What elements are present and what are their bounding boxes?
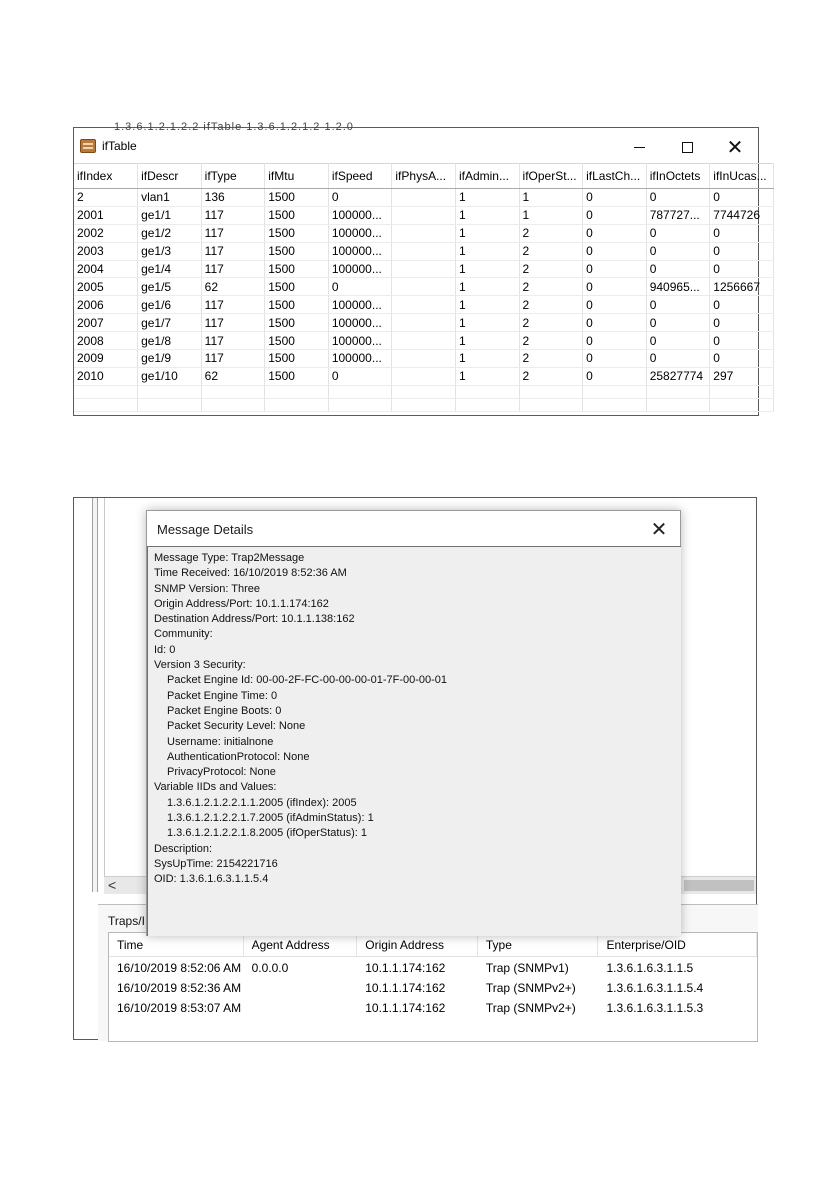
list-column-header[interactable]: Agent Address xyxy=(244,933,358,956)
table-cell[interactable]: 2 xyxy=(519,367,583,385)
list-column-header[interactable]: Enterprise/OID xyxy=(598,933,757,956)
table-cell[interactable]: 2004 xyxy=(74,260,138,278)
table-cell[interactable]: 1 xyxy=(455,314,519,332)
table-cell[interactable]: 0 xyxy=(583,224,647,242)
table-cell[interactable]: 1256667 xyxy=(710,278,774,296)
empty-cell xyxy=(74,385,138,398)
list-item[interactable] xyxy=(109,977,757,997)
table-cell[interactable]: 100000... xyxy=(328,350,392,368)
detail-lines xyxy=(154,551,447,888)
minimize-button[interactable] xyxy=(616,132,662,162)
table-cell[interactable]: 1500 xyxy=(265,332,329,350)
table-cell[interactable]: 1 xyxy=(519,206,583,224)
iftable-grid[interactable] xyxy=(74,163,774,412)
table-row[interactable] xyxy=(74,278,774,296)
table-cell[interactable] xyxy=(392,189,456,207)
table-cell[interactable]: 1500 xyxy=(265,367,329,385)
table-cell[interactable]: 787727... xyxy=(646,206,710,224)
table-cell[interactable]: 1500 xyxy=(265,206,329,224)
table-cell[interactable]: ge1/6 xyxy=(138,296,202,314)
empty-cell xyxy=(392,385,456,398)
table-cell[interactable]: 0 xyxy=(710,242,774,260)
table-cell[interactable]: 1500 xyxy=(265,260,329,278)
empty-cell xyxy=(265,385,329,398)
list-cell: 16/10/2019 8:52:06 AM xyxy=(117,961,242,975)
table-cell[interactable]: 100000... xyxy=(328,314,392,332)
scroll-thumb[interactable] xyxy=(684,880,754,891)
list-cell: Trap (SNMPv2+) xyxy=(485,1001,576,1015)
pane-border xyxy=(104,498,105,892)
traps-list-header xyxy=(109,933,757,957)
table-cell[interactable]: 117 xyxy=(201,350,265,368)
table-cell[interactable]: 1500 xyxy=(265,242,329,260)
table-cell[interactable] xyxy=(392,350,456,368)
list-cell: 10.1.1.174:162 xyxy=(365,1001,446,1015)
detail-line: 1.3.6.1.2.1.2.2.1.7.2005 (ifAdminStatus): 1 xyxy=(167,812,374,825)
empty-cell xyxy=(201,385,265,398)
table-cell[interactable]: 0 xyxy=(583,260,647,278)
table-cell[interactable]: 1 xyxy=(455,296,519,314)
table-cell[interactable]: 297 xyxy=(710,367,774,385)
table-body xyxy=(74,189,774,412)
table-cell[interactable]: 117 xyxy=(201,206,265,224)
detail-line: Packet Security Level: None xyxy=(167,720,306,733)
table-cell[interactable]: 0 xyxy=(328,278,392,296)
empty-cell xyxy=(328,398,392,411)
table-cell[interactable]: ge1/10 xyxy=(138,367,202,385)
empty-row xyxy=(74,398,774,411)
message-details-text[interactable] xyxy=(147,546,681,936)
table-cell[interactable]: 62 xyxy=(201,367,265,385)
table-cell[interactable]: 0 xyxy=(583,296,647,314)
detail-line: Packet Engine Time: 0 xyxy=(167,689,278,702)
table-cell[interactable]: 1500 xyxy=(265,314,329,332)
table-cell[interactable]: 0 xyxy=(328,189,392,207)
detail-line: Packet Engine Boots: 0 xyxy=(167,704,282,717)
table-cell[interactable]: 25827774 xyxy=(646,367,710,385)
table-cell[interactable]: 1 xyxy=(455,206,519,224)
table-cell[interactable]: 1 xyxy=(455,367,519,385)
table-row[interactable] xyxy=(74,242,774,260)
empty-cell xyxy=(138,385,202,398)
table-cell[interactable]: 100000... xyxy=(328,332,392,350)
table-cell[interactable] xyxy=(392,206,456,224)
list-column-header[interactable]: Origin Address xyxy=(357,933,478,956)
table-cell[interactable]: 117 xyxy=(201,224,265,242)
table-cell[interactable]: 0 xyxy=(583,350,647,368)
table-cell[interactable]: 0 xyxy=(710,260,774,278)
table-cell[interactable]: 1 xyxy=(455,350,519,368)
list-cell: 1.3.6.1.6.3.1.1.5 xyxy=(606,961,694,975)
empty-cell xyxy=(583,385,647,398)
detail-line: PrivacyProtocol: None xyxy=(167,766,276,779)
column-header[interactable]: ifLastCh... xyxy=(583,164,647,189)
detail-line: Message Type: Trap2Message xyxy=(154,552,305,564)
table-cell[interactable]: 2 xyxy=(519,296,583,314)
table-cell[interactable]: 2007 xyxy=(74,314,138,332)
table-cell[interactable]: 0 xyxy=(583,278,647,296)
table-row[interactable] xyxy=(74,206,774,224)
table-row[interactable] xyxy=(74,189,774,207)
list-cell xyxy=(244,977,358,997)
list-cell: Trap (SNMPv1) xyxy=(485,961,569,975)
scroll-left-icon[interactable]: < xyxy=(108,877,117,893)
table-cell[interactable]: 0 xyxy=(328,367,392,385)
table-cell[interactable]: 2 xyxy=(519,350,583,368)
table-cell[interactable]: 117 xyxy=(201,296,265,314)
table-cell[interactable]: 0 xyxy=(710,296,774,314)
table-cell[interactable]: 1500 xyxy=(265,224,329,242)
table-row[interactable] xyxy=(74,367,774,385)
empty-cell xyxy=(74,398,138,411)
table-cell[interactable]: 0 xyxy=(646,296,710,314)
detail-line: Description: xyxy=(154,842,213,855)
table-cell[interactable]: 100000... xyxy=(328,260,392,278)
table-row[interactable] xyxy=(74,224,774,242)
empty-cell xyxy=(646,398,710,411)
table-header-row xyxy=(74,164,774,189)
table-cell[interactable]: ge1/8 xyxy=(138,332,202,350)
table-cell[interactable]: 0 xyxy=(710,189,774,207)
maximize-icon xyxy=(682,142,693,153)
detail-line: AuthenticationProtocol: None xyxy=(167,750,310,763)
list-cell xyxy=(244,997,358,1017)
detail-line: OID: 1.3.6.1.6.3.1.1.5.4 xyxy=(154,873,269,886)
table-cell[interactable]: 117 xyxy=(201,242,265,260)
traps-list-body xyxy=(109,957,757,1017)
table-cell[interactable]: vlan1 xyxy=(138,189,202,207)
table-cell[interactable]: 100000... xyxy=(328,296,392,314)
table-cell[interactable]: 1500 xyxy=(265,278,329,296)
list-cell: 0.0.0.0 xyxy=(251,961,289,975)
table-cell[interactable]: 1 xyxy=(455,242,519,260)
iftable-titlebar[interactable] xyxy=(74,132,758,162)
empty-row xyxy=(74,385,774,398)
splitter-rail[interactable] xyxy=(92,498,98,892)
table-cell[interactable]: 0 xyxy=(646,189,710,207)
table-cell[interactable]: ge1/9 xyxy=(138,350,202,368)
list-cell: 1.3.6.1.6.3.1.1.5.3 xyxy=(606,1001,704,1015)
table-cell[interactable]: 117 xyxy=(201,314,265,332)
column-header[interactable]: ifPhysA... xyxy=(392,164,456,189)
empty-cell xyxy=(265,398,329,411)
table-cell[interactable]: 1500 xyxy=(265,296,329,314)
empty-cell xyxy=(138,398,202,411)
detail-line: Version 3 Security: xyxy=(154,659,246,672)
column-header[interactable]: ifInOctets xyxy=(646,164,710,189)
table-cell[interactable]: 0 xyxy=(583,189,647,207)
column-header[interactable]: ifType xyxy=(201,164,265,189)
clipped-background-text: 1.3.6.1.2.1.2.2 ifTable 1.3.6.1.2.1.2 1.2.0 xyxy=(114,121,354,133)
table-cell[interactable]: 2 xyxy=(74,189,138,207)
table-cell[interactable] xyxy=(392,314,456,332)
table-cell[interactable]: 117 xyxy=(201,332,265,350)
table-cell[interactable]: 0 xyxy=(583,206,647,224)
table-cell[interactable]: 2002 xyxy=(74,224,138,242)
column-header[interactable]: ifInUcas... xyxy=(710,164,774,189)
table-cell[interactable]: ge1/3 xyxy=(138,242,202,260)
table-cell[interactable]: 0 xyxy=(583,332,647,350)
list-item[interactable] xyxy=(109,997,757,1017)
empty-cell xyxy=(201,398,265,411)
table-cell[interactable]: 2009 xyxy=(74,350,138,368)
message-details-dialog xyxy=(146,510,681,936)
column-header[interactable]: ifMtu xyxy=(265,164,329,189)
list-cell: 16/10/2019 8:52:36 AM xyxy=(117,981,242,995)
detail-line: Username: initialnone xyxy=(167,735,274,748)
table-cell[interactable]: 2 xyxy=(519,242,583,260)
table-cell[interactable] xyxy=(392,278,456,296)
detail-line: 1.3.6.1.2.1.2.2.1.8.2005 (ifOperStatus): 1 xyxy=(167,827,367,840)
table-cell[interactable]: 0 xyxy=(710,314,774,332)
table-cell[interactable]: 0 xyxy=(646,242,710,260)
empty-cell xyxy=(583,398,647,411)
detail-line: Time Received: 16/10/2019 8:52:36 AM xyxy=(154,567,347,580)
table-cell[interactable] xyxy=(392,332,456,350)
column-header[interactable]: ifIndex xyxy=(74,164,138,189)
table-cell[interactable]: 0 xyxy=(583,367,647,385)
empty-cell xyxy=(710,398,774,411)
empty-cell xyxy=(710,385,774,398)
table-cell[interactable]: 1500 xyxy=(265,350,329,368)
table-icon xyxy=(80,139,96,153)
detail-line: Community: xyxy=(154,628,213,641)
detail-line: Destination Address/Port: 10.1.1.138:162 xyxy=(154,613,355,626)
trap-receiver-window xyxy=(73,497,757,1040)
table-cell[interactable]: 1 xyxy=(455,332,519,350)
table-cell[interactable]: 2 xyxy=(519,314,583,332)
table-cell[interactable]: 100000... xyxy=(328,224,392,242)
detail-line: SNMP Version: Three xyxy=(154,582,260,595)
detail-line: Variable IIDs and Values: xyxy=(154,781,277,794)
table-row[interactable] xyxy=(74,332,774,350)
iftable-window xyxy=(73,121,767,416)
table-cell[interactable]: 0 xyxy=(710,350,774,368)
table-cell[interactable] xyxy=(392,260,456,278)
table-cell[interactable]: 0 xyxy=(646,260,710,278)
table-cell[interactable]: 0 xyxy=(710,332,774,350)
table-cell[interactable]: 940965... xyxy=(646,278,710,296)
table-cell[interactable]: 62 xyxy=(201,278,265,296)
column-header[interactable]: ifDescr xyxy=(138,164,202,189)
detail-line: Packet Engine Id: 00-00-2F-FC-00-00-00-01-7F-00-00-01 xyxy=(167,674,448,687)
table-row[interactable] xyxy=(74,296,774,314)
table-cell[interactable]: 0 xyxy=(710,224,774,242)
empty-cell xyxy=(519,398,583,411)
table-cell[interactable]: 1 xyxy=(455,189,519,207)
table-cell[interactable]: ge1/1 xyxy=(138,206,202,224)
table-cell[interactable]: 2 xyxy=(519,224,583,242)
list-cell: Trap (SNMPv2+) xyxy=(485,981,576,995)
detail-line: Origin Address/Port: 10.1.1.174:162 xyxy=(154,597,329,610)
detail-line: 1.3.6.1.2.1.2.2.1.1.2005 (ifIndex): 2005 xyxy=(167,796,357,809)
table-cell[interactable]: 2001 xyxy=(74,206,138,224)
table-cell[interactable]: 2005 xyxy=(74,278,138,296)
table-row[interactable] xyxy=(74,350,774,368)
table-cell[interactable]: 1500 xyxy=(265,189,329,207)
table-cell[interactable] xyxy=(392,367,456,385)
column-header[interactable]: ifAdmin... xyxy=(455,164,519,189)
detail-line: SysUpTime: 2154221716 xyxy=(154,857,278,870)
list-column-header[interactable]: Type xyxy=(478,933,599,956)
dialog-close-button[interactable] xyxy=(644,515,674,543)
table-cell[interactable]: 2 xyxy=(519,278,583,296)
minimize-icon xyxy=(634,147,645,148)
table-cell[interactable]: 1 xyxy=(519,189,583,207)
list-cell: 10.1.1.174:162 xyxy=(365,961,446,975)
table-cell[interactable] xyxy=(392,224,456,242)
list-cell: 16/10/2019 8:53:07 AM xyxy=(117,1001,242,1015)
table-cell[interactable]: 0 xyxy=(646,314,710,332)
table-cell[interactable]: 0 xyxy=(646,332,710,350)
empty-cell xyxy=(455,385,519,398)
table-cell[interactable]: 117 xyxy=(201,260,265,278)
close-icon: ✕ xyxy=(650,518,668,541)
close-button[interactable] xyxy=(712,132,758,162)
list-column-header[interactable]: Time xyxy=(109,933,244,956)
table-cell[interactable]: 1 xyxy=(455,278,519,296)
table-cell[interactable]: 1 xyxy=(455,224,519,242)
table-cell[interactable]: ge1/4 xyxy=(138,260,202,278)
table-cell[interactable]: ge1/5 xyxy=(138,278,202,296)
table-cell[interactable]: 2003 xyxy=(74,242,138,260)
table-cell[interactable]: 100000... xyxy=(328,206,392,224)
detail-line: Id: 0 xyxy=(154,643,176,656)
table-row[interactable] xyxy=(74,260,774,278)
empty-cell xyxy=(455,398,519,411)
table-cell[interactable]: ge1/2 xyxy=(138,224,202,242)
list-cell: 10.1.1.174:162 xyxy=(365,981,446,995)
list-cell: 1.3.6.1.6.3.1.1.5.4 xyxy=(606,981,704,995)
table-cell[interactable]: 2 xyxy=(519,260,583,278)
table-cell[interactable]: ge1/7 xyxy=(138,314,202,332)
table-cell[interactable]: 7744726 xyxy=(710,206,774,224)
table-cell[interactable]: 0 xyxy=(583,242,647,260)
empty-cell xyxy=(646,385,710,398)
table-cell[interactable]: 2006 xyxy=(74,296,138,314)
table-cell[interactable] xyxy=(392,242,456,260)
column-header[interactable]: ifSpeed xyxy=(328,164,392,189)
table-cell[interactable]: 0 xyxy=(646,350,710,368)
dialog-title: Message Details xyxy=(157,522,254,537)
table-cell[interactable]: 100000... xyxy=(328,242,392,260)
table-cell[interactable]: 0 xyxy=(646,224,710,242)
table-cell[interactable]: 136 xyxy=(201,189,265,207)
traps-list[interactable] xyxy=(108,932,758,1042)
list-item[interactable] xyxy=(109,957,757,977)
table-cell[interactable] xyxy=(392,296,456,314)
empty-cell xyxy=(519,385,583,398)
tab-traps[interactable]: Traps/I xyxy=(108,914,145,928)
table-cell[interactable]: 2010 xyxy=(74,367,138,385)
table-cell[interactable]: 0 xyxy=(583,314,647,332)
window-title: ifTable xyxy=(102,139,137,153)
table-cell[interactable]: 1 xyxy=(455,260,519,278)
column-header[interactable]: ifOperSt... xyxy=(519,164,583,189)
close-icon: ✕ xyxy=(726,136,744,159)
table-cell[interactable]: 2 xyxy=(519,332,583,350)
table-cell[interactable]: 2008 xyxy=(74,332,138,350)
table-row[interactable] xyxy=(74,314,774,332)
empty-cell xyxy=(392,398,456,411)
maximize-button[interactable] xyxy=(664,132,710,162)
empty-cell xyxy=(328,385,392,398)
